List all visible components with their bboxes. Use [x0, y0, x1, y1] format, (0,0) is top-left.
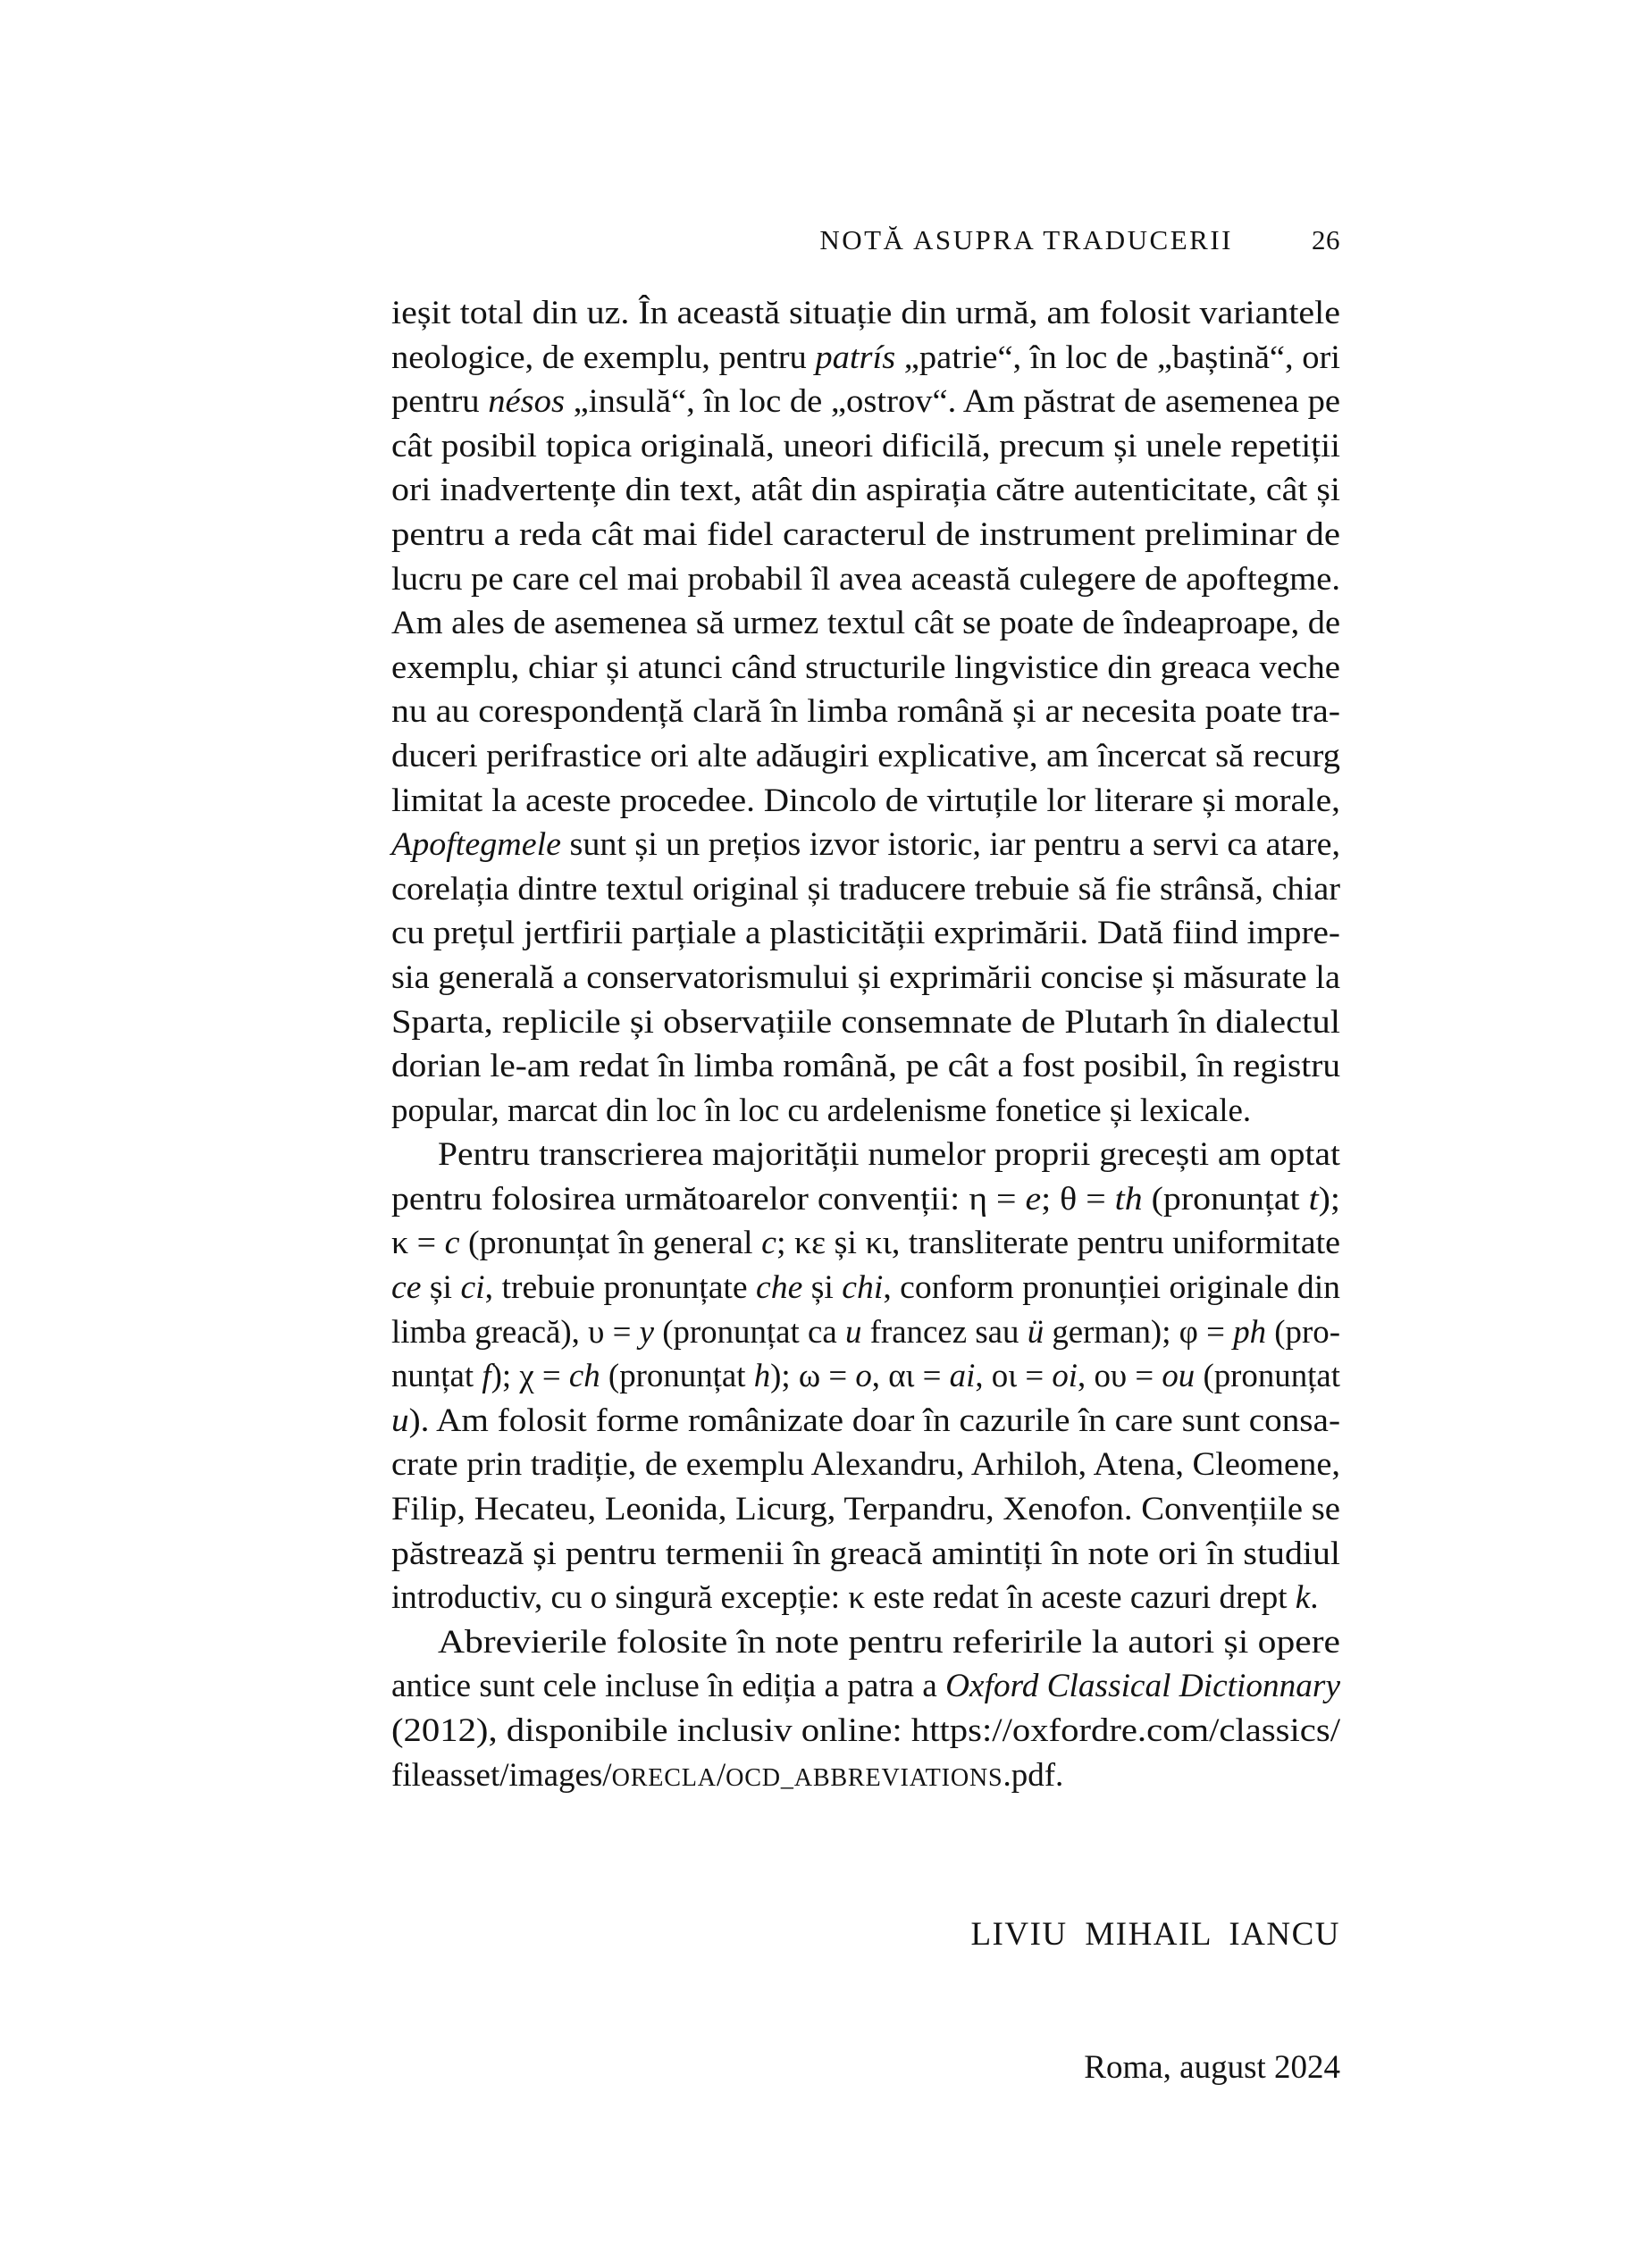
text-line-content: Pentru transcrierea majorității numelor proprii grecești am optat: [438, 1136, 1340, 1174]
text-line-content: limitat la aceste procedee. Dincolo de virtuțile lor literare și morale,: [391, 782, 1340, 819]
text-line-content: pentru nésos „insulă“, în loc de „ostrov“. Am păstrat de asemenea pe: [391, 383, 1340, 421]
running-head: [391, 222, 1340, 259]
text-line: [391, 336, 1340, 381]
text-line: [391, 1620, 1340, 1665]
text-line-content: popular, marcat din loc în loc cu ardelenisme fonetice și lexicale.: [391, 1092, 1252, 1129]
text-line: [391, 1000, 1340, 1045]
text-line: [391, 601, 1340, 646]
text-line-content: exemplu, chiar și atunci când structurile lingvistice din greaca veche: [391, 649, 1340, 686]
text-line-content: (2012), disponibile inclusiv online: https://oxfordre.com/classics/: [391, 1712, 1340, 1749]
text-line: [391, 1399, 1340, 1444]
text-line: [391, 291, 1340, 336]
text-line-content: pentru folosirea următoarelor convenții: η = e; θ = th (pronunțat t);: [391, 1180, 1340, 1218]
page-number: 26: [1312, 224, 1340, 255]
text-line-content: sia generală a conservatorismului și exprimării concise și măsurate la: [391, 958, 1340, 996]
text-line: [391, 1177, 1340, 1222]
signature: [391, 1824, 1340, 2179]
text-line-content: dorian le-am redat în limba română, pe cât a fost posibil, în registru: [391, 1048, 1340, 1085]
text-line-content: corelația dintre textul original și traducere trebuie să fie strânsă, chiar: [391, 870, 1340, 908]
text-line: [391, 468, 1340, 513]
text-line: [391, 734, 1340, 779]
text-line-content: ce și ci, trebuie pronunțate che și chi, conform pronunției originale din: [391, 1269, 1340, 1307]
signature-name: LIVIU MIHAIL IANCU: [970, 1916, 1340, 1954]
text-line-content: Sparta, replicile și observațiile consemnate de Plutarh în dialectul: [391, 1003, 1340, 1041]
body-text: [391, 291, 1340, 1797]
text-line-content: Am ales de asemenea să urmez textul cât se poate de îndeaproape, de: [391, 605, 1340, 642]
text-line: [391, 1310, 1340, 1355]
text-line-content: cât posibil topica originală, uneori dificilă, precum și unele repetiții: [391, 427, 1340, 464]
text-line-content: ori inadvertențe din text, atât din aspirația către autenticitate, cât și: [391, 472, 1340, 509]
text-line: [391, 1221, 1340, 1266]
text-line: [391, 1576, 1340, 1620]
text-line-content: neologice, de exemplu, pentru patrís „patrie“, în loc de „baștină“, ori: [391, 339, 1340, 376]
text-line: [391, 557, 1340, 602]
text-line-content: nu au corespondență clară în limba română și ar necesita poate tra-: [391, 693, 1340, 731]
text-line: [391, 380, 1340, 424]
text-line-content: nunțat f); χ = ch (pronunțat h); ω = o, αι = ai, οι = oi, ου = ou (pronunțat: [391, 1358, 1340, 1395]
text-line-content: lucru pe care cel mai probabil îl avea această culegere de apoftegme.: [391, 560, 1340, 598]
running-head-title: NOTĂ ASUPRA TRADUCERII: [819, 224, 1233, 255]
text-line-content: ieșit total din uz. În această situație din urmă, am folosit variantele: [391, 295, 1340, 331]
paragraph: [391, 1620, 1340, 1797]
text-line: [391, 1753, 1340, 1798]
text-line-content: u). Am folosit forme românizate doar în cazurile în care sunt consa-: [391, 1402, 1340, 1439]
text-line: [391, 911, 1340, 956]
text-line: [391, 1266, 1340, 1310]
text-line-content: κ = c (pronunțat în general c; κε și κι, transliterate pentru uniformitate: [391, 1225, 1340, 1262]
text-line: [391, 690, 1340, 734]
text-line-content: pentru a reda cât mai fidel caracterul de instrument preliminar de: [391, 515, 1340, 553]
text-line-content: fileasset/images/ORECLA/OCD_ABBREVIATIONS.pdf.: [391, 1756, 1064, 1794]
text-line-content: Filip, Hecateu, Leonida, Licurg, Terpandru, Xenofon. Convențiile se: [391, 1491, 1340, 1528]
text-line-content: limba greacă), υ = y (pronunțat ca u francez sau ü german); φ = ph (pro-: [391, 1313, 1340, 1351]
text-line-content: cu prețul jertfirii parțiale a plasticității exprimării. Dată fiind impre-: [391, 915, 1340, 952]
text-line: [391, 1487, 1340, 1532]
text-line: [391, 1709, 1340, 1753]
paragraph: [391, 291, 1340, 1133]
text-line-content: păstrează și pentru termenii în greacă amintiți în note ori în studiul: [391, 1535, 1340, 1572]
text-line: [391, 956, 1340, 1000]
text-line-content: crate prin tradiție, de exemplu Alexandru, Arhiloh, Atena, Cleomene,: [391, 1446, 1340, 1484]
text-line: [391, 1354, 1340, 1399]
text-line: [391, 779, 1340, 824]
text-line: [391, 646, 1340, 690]
text-line-content: Abrevierile folosite în note pentru referirile la autori și opere: [438, 1623, 1340, 1661]
text-line: [391, 1443, 1340, 1487]
text-line: [391, 513, 1340, 557]
paragraph: [391, 1133, 1340, 1620]
text-line-content: antice sunt cele incluse în ediția a patra a Oxford Classical Dictionnary: [391, 1668, 1340, 1705]
text-line: [391, 1532, 1340, 1577]
text-line-content: Apoftegmele sunt și un prețios izvor istoric, iar pentru a servi ca atare,: [391, 826, 1340, 864]
text-line: [391, 424, 1340, 469]
text-line: [391, 1133, 1340, 1177]
text-line: [391, 867, 1340, 912]
text-line: [391, 1664, 1340, 1709]
text-line-content: introductiv, cu o singură excepție: κ este redat în aceste cazuri drept k.: [391, 1579, 1319, 1617]
text-line: [391, 1089, 1340, 1134]
text-line: [391, 823, 1340, 867]
signature-place-date: Roma, august 2024: [1084, 2048, 1340, 2086]
text-line: [391, 1044, 1340, 1089]
text-line-content: duceri perifrastice ori alte adăugiri explicative, am încercat să recurg: [391, 737, 1340, 774]
